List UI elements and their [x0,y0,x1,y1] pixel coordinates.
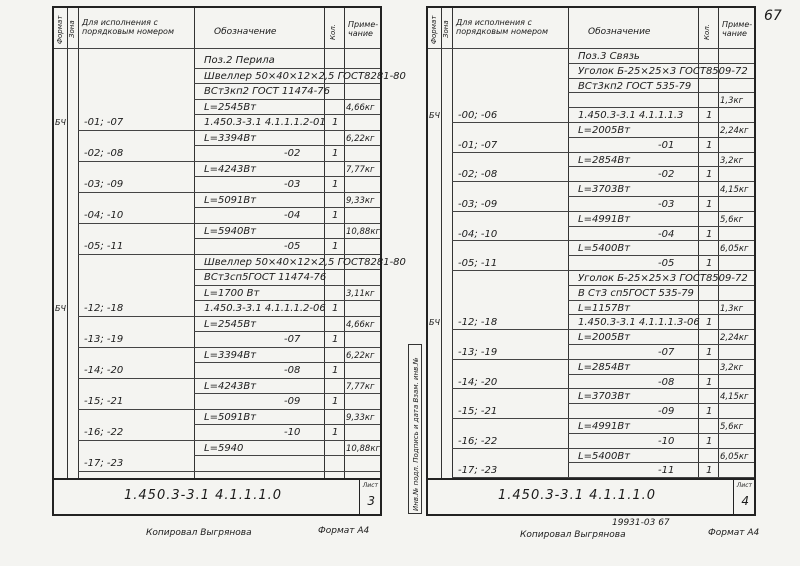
qty-cell: 1 [706,376,713,388]
designation-cell: L=5400Вт [578,243,631,255]
row-line [194,331,380,332]
row-line [78,471,380,472]
designation-cell: -09 [658,406,675,418]
right-sheet [426,6,756,516]
column-line [698,8,699,480]
sheet-number: 4 [741,494,749,508]
note-cell: 1,3кг [720,96,744,107]
header-zone: Зона [442,20,450,38]
designation-cell: -01 [658,139,675,151]
qty-cell: 1 [706,139,713,151]
qty-cell: 1 [332,334,339,345]
format-mark: БЧ [429,318,440,328]
row-line [194,145,380,146]
designation-cell: -05 [284,241,301,252]
row-line [78,409,380,410]
variant-cell: -13; -19 [458,347,498,358]
header-line [54,48,380,49]
note-cell: 6,05кг [720,451,749,462]
archive-sidebar [408,344,422,514]
qty-cell: 1 [332,303,339,314]
variant-cell: -13; -19 [84,334,124,345]
format-mark: БЧ [429,111,440,121]
left-sheet [52,6,406,516]
designation-cell: -08 [658,376,675,388]
designation-cell: L=4243Вт [204,163,257,175]
variant-cell: -17; -23 [84,458,124,469]
header-qty: Кол. [329,24,337,40]
row-line [194,238,380,239]
right-copied: Копировал Выгрянова [520,530,626,540]
row-line [194,176,380,177]
designation-cell: L=5400Вт [578,450,631,462]
qty-cell: 1 [332,365,339,376]
row-line [78,223,380,224]
designation-cell: L=2854Вт [578,361,631,373]
designation-cell: -02 [658,169,675,181]
header-designation: Обозначение [214,27,277,37]
designation-cell: Швеллер 50×40×12×2,5 ГОСТ8281-80 [204,256,406,268]
column-line [718,8,719,480]
left-format: Формат А4 [318,526,370,536]
header-note: Приме-чание [348,20,379,38]
designation-cell: L=2545Вт [204,101,257,113]
designation-cell: L=4991Вт [578,421,631,432]
row-line [78,192,380,193]
note-cell: 6,05кг [720,244,749,255]
designation-cell: L=1700 Вт [204,287,260,299]
row-line [194,455,380,456]
note-cell: 7,77кг [346,381,375,392]
note-cell: 3,11кг [346,288,375,299]
note-cell: 3,2кг [720,155,744,166]
qty-cell: 1 [706,199,713,210]
designation-cell: 1.450.3-3.1 4.1.1.1.2-01 [204,117,326,128]
variant-cell: -14; -20 [84,365,124,376]
designation-cell: L=4991Вт [578,213,631,225]
variant-cell: -05; -11 [84,241,124,252]
designation-cell: -03 [658,199,675,210]
qty-cell: 1 [332,148,339,159]
row-line [194,424,380,425]
designation-cell: Швеллер 50×40×12×2,5 ГОСТ8281-80 [204,70,406,82]
header-note: Приме-чание [722,20,753,38]
designation-cell: ВСт3сп5ГОСТ 11474-76 [204,272,327,283]
designation-cell: L=5940 [204,442,244,454]
designation-cell: -10 [284,427,301,438]
header-format: Формат [430,15,438,44]
variant-cell: -01; -07 [458,139,498,151]
variant-cell: -05; -11 [458,258,498,270]
header-designation: Обозначение [588,27,651,37]
format-mark: БЧ [55,304,66,313]
note-cell: 9,33кг [346,412,375,423]
qty-cell: 1 [332,117,339,128]
row-line [194,114,380,115]
header-qty: Кол. [703,24,711,40]
designation-cell: -09 [284,396,301,407]
variant-cell: -03; -09 [84,179,124,190]
header-line [428,48,754,49]
designation-cell: ВСт3кп2 ГОСТ 535-79 [578,80,692,92]
variant-cell: -01; -07 [84,117,124,128]
qty-cell: 1 [706,406,713,418]
note-cell: 1,3кг [720,303,744,314]
row-line [194,300,380,301]
variant-cell: -12; -18 [84,303,124,314]
note-cell: 3,2кг [720,362,744,373]
note-cell: 6,22кг [346,133,375,144]
sheet-box [733,480,754,514]
variant-cell: -04; -10 [84,210,124,221]
qty-cell: 1 [706,258,713,270]
row-line [194,99,380,100]
designation-cell: L=2005Вт [578,125,631,136]
title-stamp [428,478,754,514]
column-line [441,8,442,480]
header-zone: Зона [68,20,76,38]
note-cell: 4,66кг [346,319,375,330]
designation-cell: -04 [284,210,301,221]
designation-cell: L=4243Вт [204,380,257,392]
variant-cell: -04; -10 [458,228,498,240]
qty-cell: 1 [706,435,713,447]
qty-cell: 1 [332,241,339,252]
variant-cell: -03; -09 [458,199,498,210]
note-cell: 4,66кг [346,102,375,113]
designation-cell: -11 [658,465,675,477]
note-cell: 10,88кг [346,443,380,454]
designation-cell: L=1157Вт [578,302,631,314]
sheet-box [359,480,380,514]
row-line [78,254,380,255]
row-line [78,347,380,348]
note-cell: 4,15кг [720,392,749,403]
qty-cell: 1 [706,317,713,329]
title-stamp [54,478,380,514]
variant-cell: -00; -06 [458,110,498,122]
variant-cell: -02; -08 [84,148,124,159]
designation-cell: 1.450.3-3.1 4.1.1.1.2-06 [204,303,326,314]
designation-cell: L=3703Вт [578,184,631,196]
designation-cell: -02 [284,148,301,159]
note-cell: 5,6кг [720,422,744,432]
designation-cell: Уголок Б-25×25×3 ГОСТ8509-72 [578,65,748,77]
sidebar-text: Инв.№ подл. Подпись и дата Взам. инв.№ [412,357,420,511]
designation-cell: -04 [658,228,675,240]
left-copied: Копировал Выгрянова [146,528,252,538]
designation-cell: -07 [658,347,675,358]
row-line [194,68,380,69]
sheet-label: Лист [736,482,752,489]
note-cell: 2,24кг [720,126,749,136]
qty-cell: 1 [706,169,713,181]
qty-cell: 1 [706,228,713,240]
qty-cell: 1 [332,427,339,438]
document-code: 1.450.3-3.1 4.1.1.1.0 [498,488,657,503]
designation-cell: ВСт3кп2 ГОСТ 11474-76 [204,86,331,97]
header-variant: Для исполнения с порядковым номером [456,18,548,36]
designation-cell: -05 [658,258,675,270]
qty-cell: 1 [332,210,339,221]
designation-cell: 1.450.3-3.1 4.1.1.1.3 [578,110,684,122]
note-cell: 7,77кг [346,164,375,175]
qty-cell: 1 [706,110,713,122]
designation-cell: L=5940Вт [204,225,257,237]
designation-cell: В Ст3 сп5ГОСТ 535-79 [578,287,694,299]
header-variant: Для исполнения с порядковым номером [82,18,174,36]
designation-cell: Поз.2 Перила [204,55,275,66]
note-cell: 5,6кг [720,214,744,225]
designation-cell: Уголок Б-25×25×3 ГОСТ8509-72 [578,273,748,284]
designation-cell: 1.450.3-3.1 4.1.1.1.3-06 [578,317,700,329]
variant-cell: -16; -22 [84,427,124,438]
designation-cell: L=5091Вт [204,194,257,206]
page-mark: 67 [764,8,782,24]
sheet-label: Лист [362,482,378,489]
variant-cell: -16; -22 [458,435,498,447]
designation-cell: L=3394Вт [204,132,257,144]
variant-cell: -15; -21 [84,396,124,407]
row-line [78,378,380,379]
variant-cell: -17; -23 [458,465,498,477]
row-line [78,161,380,162]
designation-cell: L=2854Вт [578,154,631,166]
designation-cell: -08 [284,365,301,376]
row-line [194,285,380,286]
header-format: Формат [56,15,64,44]
note-cell: 10,88кг [346,226,380,237]
row-line [194,269,380,270]
designation-cell: L=3703Вт [578,391,631,403]
column-line [568,8,569,480]
designation-cell: L=3394Вт [204,349,257,361]
row-line [78,316,380,317]
variant-cell: -12; -18 [458,317,498,329]
sheet-number: 3 [367,494,375,508]
variant-cell: -14; -20 [458,376,498,388]
note-cell: 6,22кг [346,350,375,361]
column-line [67,8,68,480]
variant-cell: -15; -21 [458,406,498,418]
designation-cell: -07 [284,334,301,345]
designation-cell: L=2005Вт [578,332,631,344]
format-mark: БЧ [55,118,66,127]
right-format: Формат А4 [708,528,760,538]
row-line [194,207,380,208]
note-cell: 9,33кг [346,195,375,206]
qty-cell: 1 [332,396,339,407]
column-line [452,8,453,480]
designation-cell: Поз.3 Связь [578,51,640,62]
qty-cell: 1 [706,347,713,358]
variant-cell: -02; -08 [458,169,498,181]
designation-cell: -10 [658,435,675,447]
row-line [194,83,380,84]
row-line [78,440,380,441]
designation-cell: -03 [284,179,301,190]
archive-number: 19931-03 67 [612,518,670,528]
note-cell: 2,24кг [720,333,749,344]
row-line [194,362,380,363]
designation-cell: L=2545Вт [204,318,257,330]
qty-cell: 1 [332,179,339,190]
row-line [78,130,380,131]
designation-cell: L=5091Вт [204,411,257,423]
document-code: 1.450.3-3.1 4.1.1.1.0 [124,488,283,503]
note-cell: 4,15кг [720,185,749,196]
qty-cell: 1 [706,465,713,477]
row-line [194,393,380,394]
